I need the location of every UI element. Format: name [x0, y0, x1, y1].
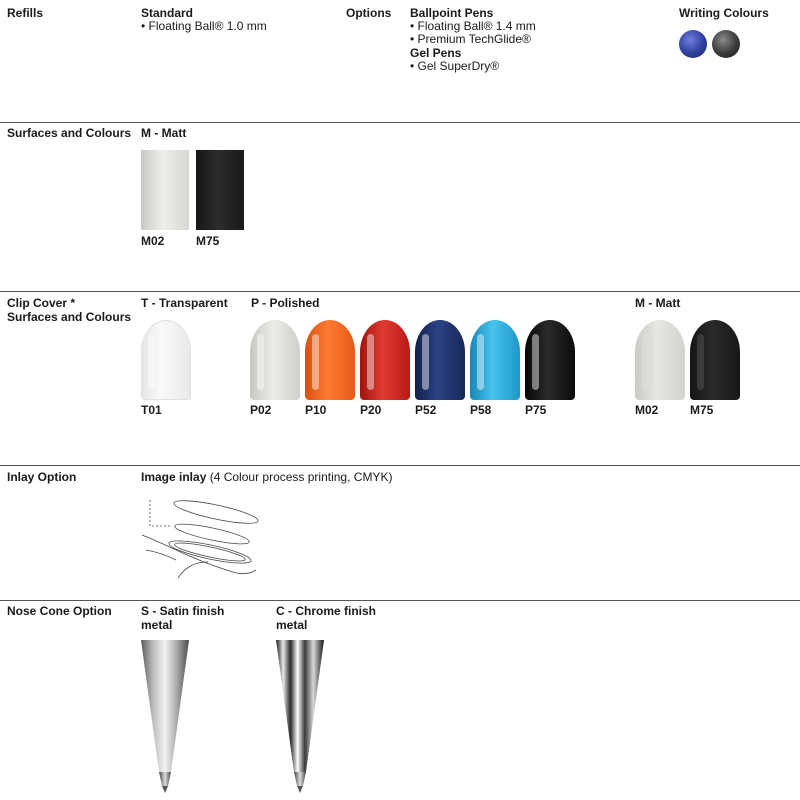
ballpoint-item: • Premium TechGlide®: [410, 32, 531, 46]
gel-title: Gel Pens: [410, 46, 462, 60]
clip-matt-title: M - Matt: [635, 296, 681, 310]
inlay-title-rest: (4 Colour process printing, CMYK): [206, 470, 393, 484]
clip-swatch-code: P52: [415, 403, 437, 417]
refills-label: Refills: [7, 6, 44, 20]
inlay-title-bold: Image inlay: [141, 470, 207, 484]
clip-label-line1: Clip Cover *: [7, 296, 76, 310]
clip-swatch-m02: [635, 320, 685, 400]
chrome-title-line2: metal: [276, 618, 308, 632]
ballpoint-item: • Floating Ball® 1.4 mm: [410, 19, 536, 33]
clip-swatch-p58: [470, 320, 520, 400]
writing-colours-label: Writing Colours: [679, 6, 769, 20]
transparent-title: T - Transparent: [141, 296, 228, 310]
blue-ink-icon: [679, 30, 707, 58]
clip-swatch-p20: [360, 320, 410, 400]
ballpoint-title: Ballpoint Pens: [410, 6, 494, 20]
clip-swatch-p75: [525, 320, 575, 400]
inlay-diagram: [138, 490, 268, 585]
clip-swatch-code: P20: [360, 403, 382, 417]
swatch-m02: [141, 150, 189, 230]
clip-swatch-p02: [250, 320, 300, 400]
clip-swatch-m75: [690, 320, 740, 400]
section-divider: [0, 465, 800, 466]
clip-swatch-p10: [305, 320, 355, 400]
satin-title-line2: metal: [141, 618, 173, 632]
swatch-code: M75: [196, 234, 220, 248]
satin-nose-cone: [140, 640, 190, 795]
clip-swatch-code: M75: [690, 403, 714, 417]
inlay-label: Inlay Option: [7, 470, 77, 484]
clip-swatch-code: P75: [525, 403, 547, 417]
swatch-code: M02: [141, 234, 165, 248]
clip-swatch-t01: [141, 320, 191, 400]
chrome-nose-cone: [275, 640, 325, 795]
inlay-title: [141, 470, 392, 484]
polished-title: P - Polished: [251, 296, 320, 310]
standard-item: • Floating Ball® 1.0 mm: [141, 19, 267, 33]
clip-swatch-code: P02: [250, 403, 272, 417]
clip-label-line2: Surfaces and Colours: [7, 310, 132, 324]
surfaces-matt-title: M - Matt: [141, 126, 187, 140]
clip-swatch-code: P10: [305, 403, 327, 417]
swatch-m75: [196, 150, 244, 230]
options-label: Options: [346, 6, 392, 20]
standard-title: Standard: [141, 6, 194, 20]
section-divider: [0, 291, 800, 292]
clip-swatch-code: P58: [470, 403, 492, 417]
section-divider: [0, 600, 800, 601]
nose-label: Nose Cone Option: [7, 604, 112, 618]
gel-item: • Gel SuperDry®: [410, 59, 499, 73]
clip-swatch-code: M02: [635, 403, 659, 417]
satin-title-line1: S - Satin finish: [141, 604, 225, 618]
clip-swatch-p52: [415, 320, 465, 400]
section-divider: [0, 122, 800, 123]
chrome-title-line1: C - Chrome finish: [276, 604, 377, 618]
surfaces-label: Surfaces and Colours: [7, 126, 132, 140]
black-ink-icon: [712, 30, 740, 58]
clip-swatch-code: T01: [141, 403, 162, 417]
